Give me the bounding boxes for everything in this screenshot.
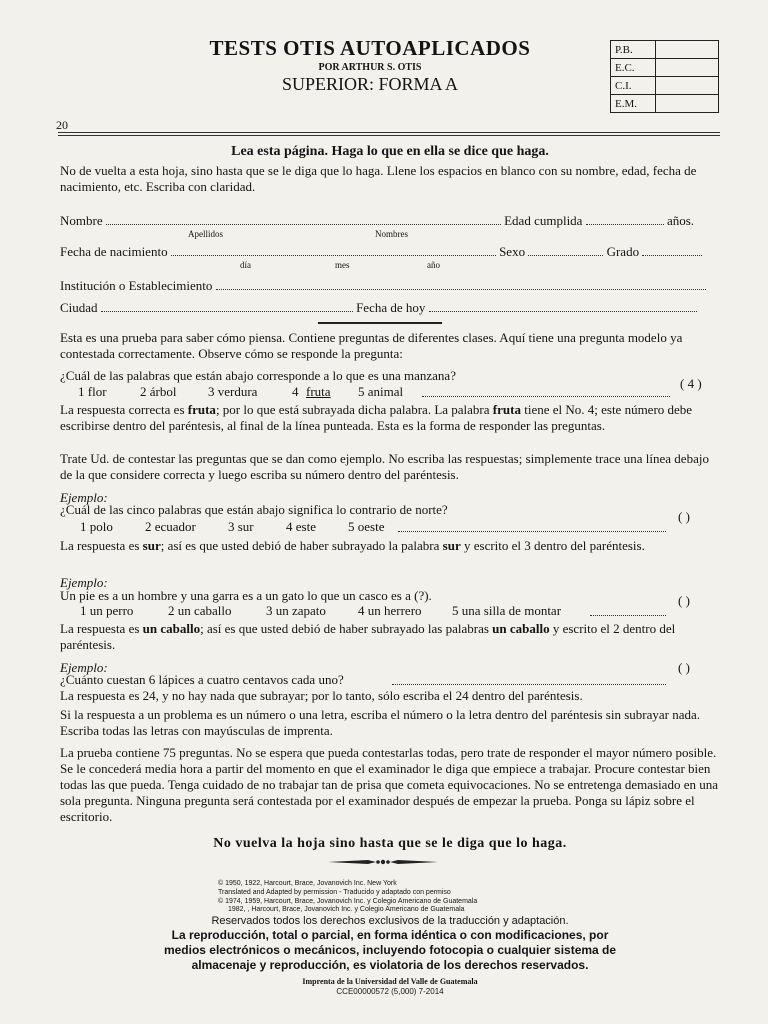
score-field-ec[interactable] xyxy=(656,59,719,77)
q1-option-3[interactable]: 3 verdura xyxy=(208,384,258,399)
q2-option-2[interactable]: 2 ecuador xyxy=(145,519,196,534)
score-label-em: E.M. xyxy=(611,95,656,113)
year-sublabel: año xyxy=(427,260,440,270)
q1-option-2[interactable]: 2 árbol xyxy=(140,384,177,399)
institution-label: Institución o Establecimiento xyxy=(60,278,213,293)
city-label: Ciudad xyxy=(60,300,98,315)
form-label: SUPERIOR: FORMA A xyxy=(281,74,459,94)
page-number: 20 xyxy=(56,118,68,132)
q3-option-5[interactable]: 5 una silla de montar xyxy=(452,603,562,618)
score-label-ci: C.I. xyxy=(611,77,656,95)
age-field[interactable] xyxy=(586,215,664,225)
printer-line: Imprenta de la Universidad del Valle de Guatemala xyxy=(302,977,478,986)
sex-label: Sexo xyxy=(499,244,526,259)
q2-option-4[interactable]: 4 este xyxy=(286,519,316,534)
score-field-em[interactable] xyxy=(656,95,719,113)
q1-option-1[interactable]: 1 flor xyxy=(78,384,107,399)
example-label: Ejemplo: xyxy=(60,575,108,590)
copyright-line: Translated and Adapted by permission - Traducido y adaptado con permiso xyxy=(218,889,451,896)
answer-leader xyxy=(590,606,666,616)
name-field[interactable] xyxy=(106,215,501,225)
q1-option-4-number: 4 xyxy=(292,384,299,399)
today-field[interactable] xyxy=(429,302,697,312)
name-label: Nombre xyxy=(60,213,103,228)
divider-line xyxy=(58,132,720,133)
birth-label: Fecha de nacimiento xyxy=(60,244,168,259)
q3-option-3[interactable]: 3 un zapato xyxy=(266,603,326,618)
q2-option-1[interactable]: 1 polo xyxy=(80,519,113,534)
example-label: Ejemplo: xyxy=(60,490,108,505)
q1-option-5[interactable]: 5 animal xyxy=(358,384,404,399)
copyright-line: © 1974, 1959, Harcourt, Brace, Jovanovich Inc. y Colegio Americano de Guatemala xyxy=(218,898,478,905)
name-row xyxy=(60,213,720,229)
answer-leader xyxy=(422,387,670,397)
sex-field[interactable] xyxy=(528,246,603,256)
explanation-1: La respuesta correcta es fruta; por lo que está subrayada dicha palabra. La palabra fruta tiene el No. 4; este número debe escribirse dentro del paréntesis, al final de la línea punteada. Esta es la forma de responder las preguntas. xyxy=(60,402,693,433)
answer-leader xyxy=(398,522,666,532)
score-label-pb: P.B. xyxy=(611,41,656,59)
q3-option-4[interactable]: 4 un herrero xyxy=(358,603,422,618)
intro-paragraph: Esta es una prueba para saber cómo piensa. Contiene preguntas de diferentes clases. Aquí tiene una pregunta modelo ya contestada correctamente. Observe cómo se responde la pregunta: xyxy=(60,330,683,361)
nombres-sublabel: Nombres xyxy=(375,229,408,239)
city-row xyxy=(60,300,720,316)
directions-paragraph: Trate Ud. de contestar las preguntas que se dan como ejemplo. No escriba las respuestas; simplemente trace una línea debajo de la que considere correcta y luego escriba su número dentro del paréntesis. xyxy=(60,451,709,482)
instructions-heading: Lea esta página. Haga lo que en ella se dice que haga. xyxy=(231,144,549,159)
birth-row xyxy=(60,244,720,260)
instructions-intro: No de vuelta a esta hoja, sino hasta que se le diga que lo haga. Llene los espacios en blanco con su nombre, edad, fecha de nacimiento, etc. Escriba con claridad. xyxy=(60,163,697,194)
explanation-2: La respuesta es sur; así es que usted debió de haber subrayado la palabra sur y escrito el 3 dentro del paréntesis. xyxy=(60,538,645,553)
q2-option-3[interactable]: 3 sur xyxy=(228,519,254,534)
question-3: Un pie es a un hombre y una garra es a un gato lo que un casco es a (?). xyxy=(60,588,432,603)
city-field[interactable] xyxy=(101,302,353,312)
copyright-line: © 1950, 1922, Harcourt, Brace, Jovanovich Inc. New York xyxy=(218,880,397,887)
month-sublabel: mes xyxy=(335,260,350,270)
author-line: POR ARTHUR S. OTIS xyxy=(318,62,422,73)
answer-leader xyxy=(392,675,666,685)
test-title: TESTS OTIS AUTOAPLICADOS xyxy=(209,36,531,60)
institution-row xyxy=(60,278,720,294)
score-label-ec: E.C. xyxy=(611,59,656,77)
score-field-pb[interactable] xyxy=(656,41,719,59)
score-box xyxy=(610,40,719,113)
answer-1[interactable]: ( 4 ) xyxy=(680,376,702,391)
q1-option-4[interactable]: fruta xyxy=(306,384,331,399)
apellidos-sublabel: Apellidos xyxy=(188,229,223,239)
answer-4[interactable]: ( ) xyxy=(678,660,690,675)
ornament-divider xyxy=(328,858,438,866)
today-label: Fecha de hoy xyxy=(356,300,426,315)
answer-2[interactable]: ( ) xyxy=(678,509,690,524)
grade-field[interactable] xyxy=(642,246,702,256)
legal-notice: La reproducción, total o parcial, en forma idéntica o con modificaciones, por medios electrónicos o mecánicos, incluyendo fotocopia o cualquier sistema de almacenaje y reproducción, es violatoria de los derechos reservados. xyxy=(163,928,617,972)
years-label: años. xyxy=(666,213,695,228)
q3-option-2[interactable]: 2 un caballo xyxy=(168,603,232,618)
copyright-line: 1982, , Harcourt, Brace, Jovanovich Inc. y Colegio Americano de Guatemala xyxy=(228,906,465,913)
question-4: ¿Cuánto cuestan 6 lápices a cuatro centavos cada uno? xyxy=(60,672,344,687)
explanation-4: La respuesta es 24, y no hay nada que subrayar; por lo tanto, sólo escriba el 24 dentro del paréntesis. xyxy=(60,688,583,703)
score-field-ci[interactable] xyxy=(656,77,719,95)
grade-label: Grado xyxy=(606,244,640,259)
answer-format-note: Si la respuesta a un problema es un número o una letra, escriba el número o la letra dentro del paréntesis sin subrayar nada. Escriba todas las letras con mayúsculas de imprenta. xyxy=(60,707,701,738)
q3-option-1[interactable]: 1 un perro xyxy=(80,603,134,618)
rights-reserved: Reservados todos los derechos exclusivos de la traducción y adaptación. xyxy=(211,915,569,927)
test-rules-paragraph: La prueba contiene 75 preguntas. No se espera que pueda contestarlas todas, pero trate de responder el mayor número posible. Se le concederá media hora a partir del momento en que el examinador le diga que empiece a trabajar. Procure contestar bien todas las que pueda. Tenga cuidado de no trabajar tan de prisa que cometa equivocaciones. No se entretenga demasiado en una sola pregunta. Ninguna pregunta será contestada por el examinador después de empezar la prueba. Ponga su lápiz sobre el escritorio. xyxy=(60,745,718,824)
answer-3[interactable]: ( ) xyxy=(678,593,690,608)
question-1: ¿Cuál de las palabras que están abajo corresponde a lo que es una manzana? xyxy=(60,368,456,383)
day-sublabel: día xyxy=(240,260,251,270)
print-code: CCE00000572 (5,000) 7-2014 xyxy=(336,987,444,996)
example-label: Ejemplo: xyxy=(60,660,108,675)
birth-field[interactable] xyxy=(171,246,496,256)
institution-field[interactable] xyxy=(216,280,706,290)
q2-option-5[interactable]: 5 oeste xyxy=(348,519,385,534)
age-label: Edad cumplida xyxy=(504,213,583,228)
divider-line xyxy=(58,135,720,136)
warning-notice: No vuelva la hoja sino hasta que se le diga que lo haga. xyxy=(213,836,567,851)
explanation-3: La respuesta es un caballo; así es que usted debió de haber subrayado las palabras un caballo y escrito el 2 dentro del paréntesis. xyxy=(60,621,676,652)
question-2: ¿Cuál de las cinco palabras que están abajo significa lo contrario de norte? xyxy=(60,502,448,517)
section-rule xyxy=(318,322,442,324)
